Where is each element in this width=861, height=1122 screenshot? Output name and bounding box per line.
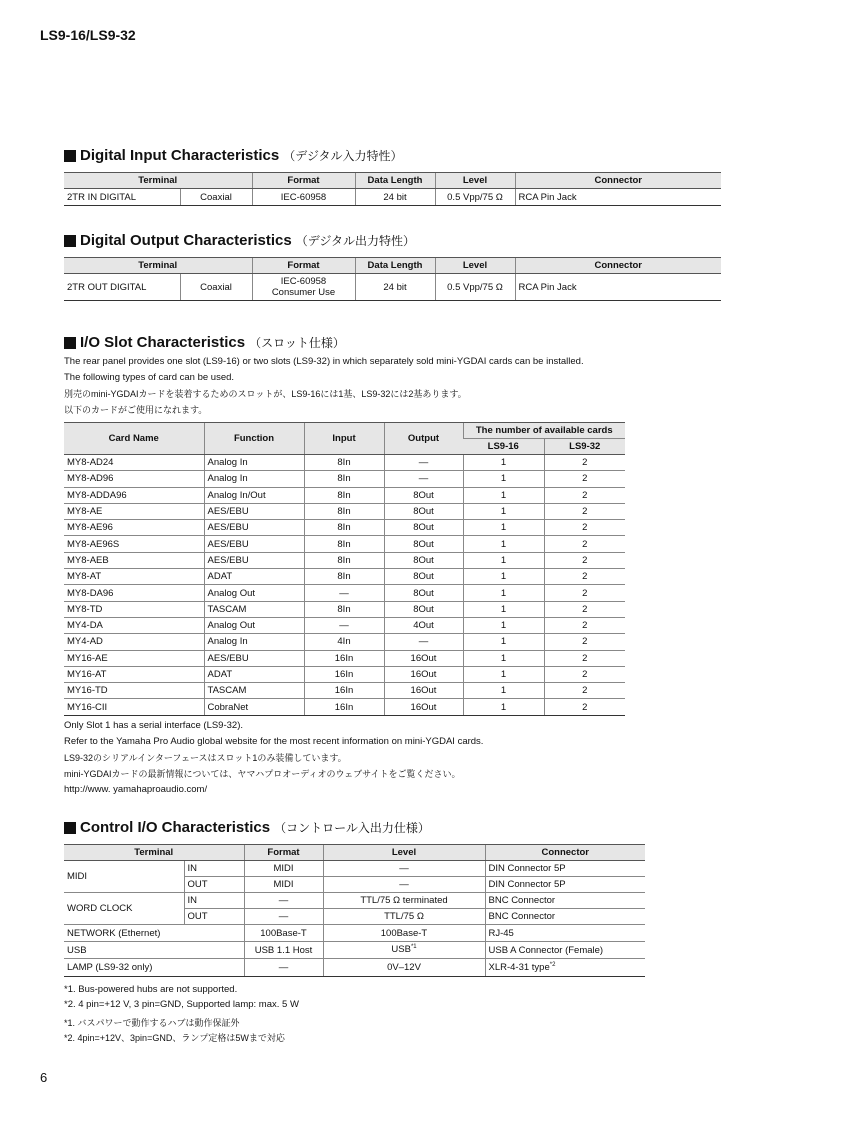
col-data-length: Data Length — [355, 258, 435, 274]
digital-output-section — [64, 232, 721, 301]
col-format: Format — [244, 845, 323, 861]
table-row: MY8-AT ADAT 8In 8Out 1 2 — [64, 569, 625, 585]
table-row: MIDI IN MIDI — DIN Connector 5P — [64, 861, 645, 877]
table-row: MY16-TD TASCAM 16In 16Out 1 2 — [64, 683, 625, 699]
page-number: 6 — [40, 1070, 48, 1085]
table-row: MY8-AE96 AES/EBU 8In 8Out 1 2 — [64, 520, 625, 536]
col-terminal: Terminal — [64, 845, 244, 861]
footnote-jp: *2. 4pin=+12V、3pin=GND、ランプ定格は5Wまで対応 — [64, 1033, 285, 1043]
digital-input-section — [64, 147, 721, 206]
table-row: MY16-AE AES/EBU 16In 16Out 1 2 — [64, 650, 625, 666]
intro-text-jp: 以下のカードがご使用になれます。 — [64, 405, 208, 415]
intro-text: The rear panel provides one slot (LS9-16) or two slots (LS9-32) in which separately sold mini-YGDAI cards can be installed. — [64, 356, 584, 367]
table-row: MY8-ADDA96 Analog In/Out 8In 8Out 1 2 — [64, 487, 625, 503]
table-row: MY8-DA96 Analog Out — 8Out 1 2 — [64, 585, 625, 601]
table-row: WORD CLOCK IN — TTL/75 Ω terminated BNC Connector — [64, 893, 645, 909]
col-level: Level — [435, 258, 515, 274]
table-row: NETWORK (Ethernet) 100Base-T 100Base-T RJ-45 — [64, 925, 645, 942]
table-row: USB USB 1.1 Host USB$^{*1}$ USB A Connector (Female) — [64, 942, 645, 959]
col-input: Input — [304, 423, 384, 455]
table-row: LAMP (LS9-32 only) — 0V–12V XLR-4-31 type$^{*2}$ — [64, 959, 645, 977]
table-row: OUT — TTL/75 Ω BNC Connector — [64, 909, 645, 925]
table-row: MY8-AD96 Analog In 8In — 1 2 — [64, 471, 625, 487]
table-row: MY8-AEB AES/EBU 8In 8Out 1 2 — [64, 552, 625, 568]
footnote: *2. 4 pin=+12 V, 3 pin=GND, Supported lamp: max. 5 W — [64, 999, 299, 1010]
table-row: MY8-AD24 Analog In 8In — 1 2 — [64, 455, 625, 471]
digital-input-table — [64, 172, 721, 206]
table-row: MY8-AE96S AES/EBU 8In 8Out 1 2 — [64, 536, 625, 552]
note-text: Only Slot 1 has a serial interface (LS9-32). — [64, 719, 244, 731]
footnote: *1. Bus-powered hubs are not supported. — [64, 984, 238, 995]
col-terminal: Terminal — [64, 173, 252, 189]
io-slot-title: I/O Slot Characteristics （スロット仕様） — [64, 334, 625, 351]
table-row: OUT MIDI — DIN Connector 5P — [64, 877, 645, 893]
section-square-icon — [64, 235, 76, 247]
website-link[interactable]: http://www. yamahaproaudio.com/ — [64, 783, 208, 795]
table-row: MY8-AE AES/EBU 8In 8Out 1 2 — [64, 503, 625, 519]
io-slot-table — [64, 422, 625, 716]
control-io-table — [64, 844, 645, 977]
intro-text-jp: 別売のmini-YGDAIカードを装着するためのスロットが、LS9-16には1基、LS9-32には2基あります。 — [64, 389, 467, 399]
section-square-icon — [64, 150, 76, 162]
section-square-icon — [64, 337, 76, 349]
header-model: LS9-16/LS9-32 — [40, 27, 136, 43]
col-level: Level — [323, 845, 485, 861]
table-row: MY8-TD TASCAM 8In 8Out 1 2 — [64, 601, 625, 617]
table-row: MY4-AD Analog In 4In — 1 2 — [64, 634, 625, 650]
col-connector: Connector — [515, 173, 721, 189]
digital-input-title: Digital Input Characteristics （デジタル入力特性） — [64, 147, 721, 164]
control-io-title: Control I/O Characteristics （コントロール入出力仕様） — [64, 819, 645, 836]
col-data-length: Data Length — [355, 173, 435, 189]
col-level: Level — [435, 173, 515, 189]
col-output: Output — [384, 423, 463, 455]
table-row: MY16-AT ADAT 16In 16Out 1 2 — [64, 666, 625, 682]
io-slot-section — [64, 334, 625, 798]
col-connector: Connector — [515, 258, 721, 274]
col-format: Format — [252, 258, 355, 274]
table-row: 2TR OUT DIGITAL Coaxial IEC-60958 Consumer Use 24 bit 0.5 Vpp/75 Ω RCA Pin Jack — [64, 274, 721, 301]
col-ls9-32: LS9-32 — [544, 439, 625, 455]
col-available: The number of available cards — [463, 423, 625, 439]
control-io-section — [64, 819, 645, 1046]
table-row: MY4-DA Analog Out — 4Out 1 2 — [64, 617, 625, 633]
col-format: Format — [252, 173, 355, 189]
col-ls9-16: LS9-16 — [463, 439, 544, 455]
footnote-jp: *1. バスパワーで動作するハブは動作保証外 — [64, 1018, 240, 1028]
note-text-jp: LS9-32のシリアルインターフェースはスロット1のみ装備しています。 — [64, 752, 347, 763]
digital-output-title: Digital Output Characteristics （デジタル出力特性） — [64, 232, 721, 249]
col-terminal: Terminal — [64, 258, 252, 274]
col-function: Function — [204, 423, 304, 455]
note-text-jp: mini-YGDAIカードの最新情報については、ヤマハプロオーディオのウェブサイトをご覧ください。 — [64, 768, 461, 779]
note-text: Refer to the Yamaha Pro Audio global website for the most recent information on mini-YGDAI cards. — [64, 735, 484, 747]
section-square-icon — [64, 822, 76, 834]
table-row: 2TR IN DIGITAL Coaxial IEC-60958 24 bit 0.5 Vpp/75 Ω RCA Pin Jack — [64, 189, 721, 206]
col-connector: Connector — [485, 845, 645, 861]
intro-text: The following types of card can be used. — [64, 372, 235, 383]
digital-output-table — [64, 257, 721, 301]
table-row: MY16-CII CobraNet 16In 16Out 1 2 — [64, 699, 625, 715]
col-card-name: Card Name — [64, 423, 204, 455]
